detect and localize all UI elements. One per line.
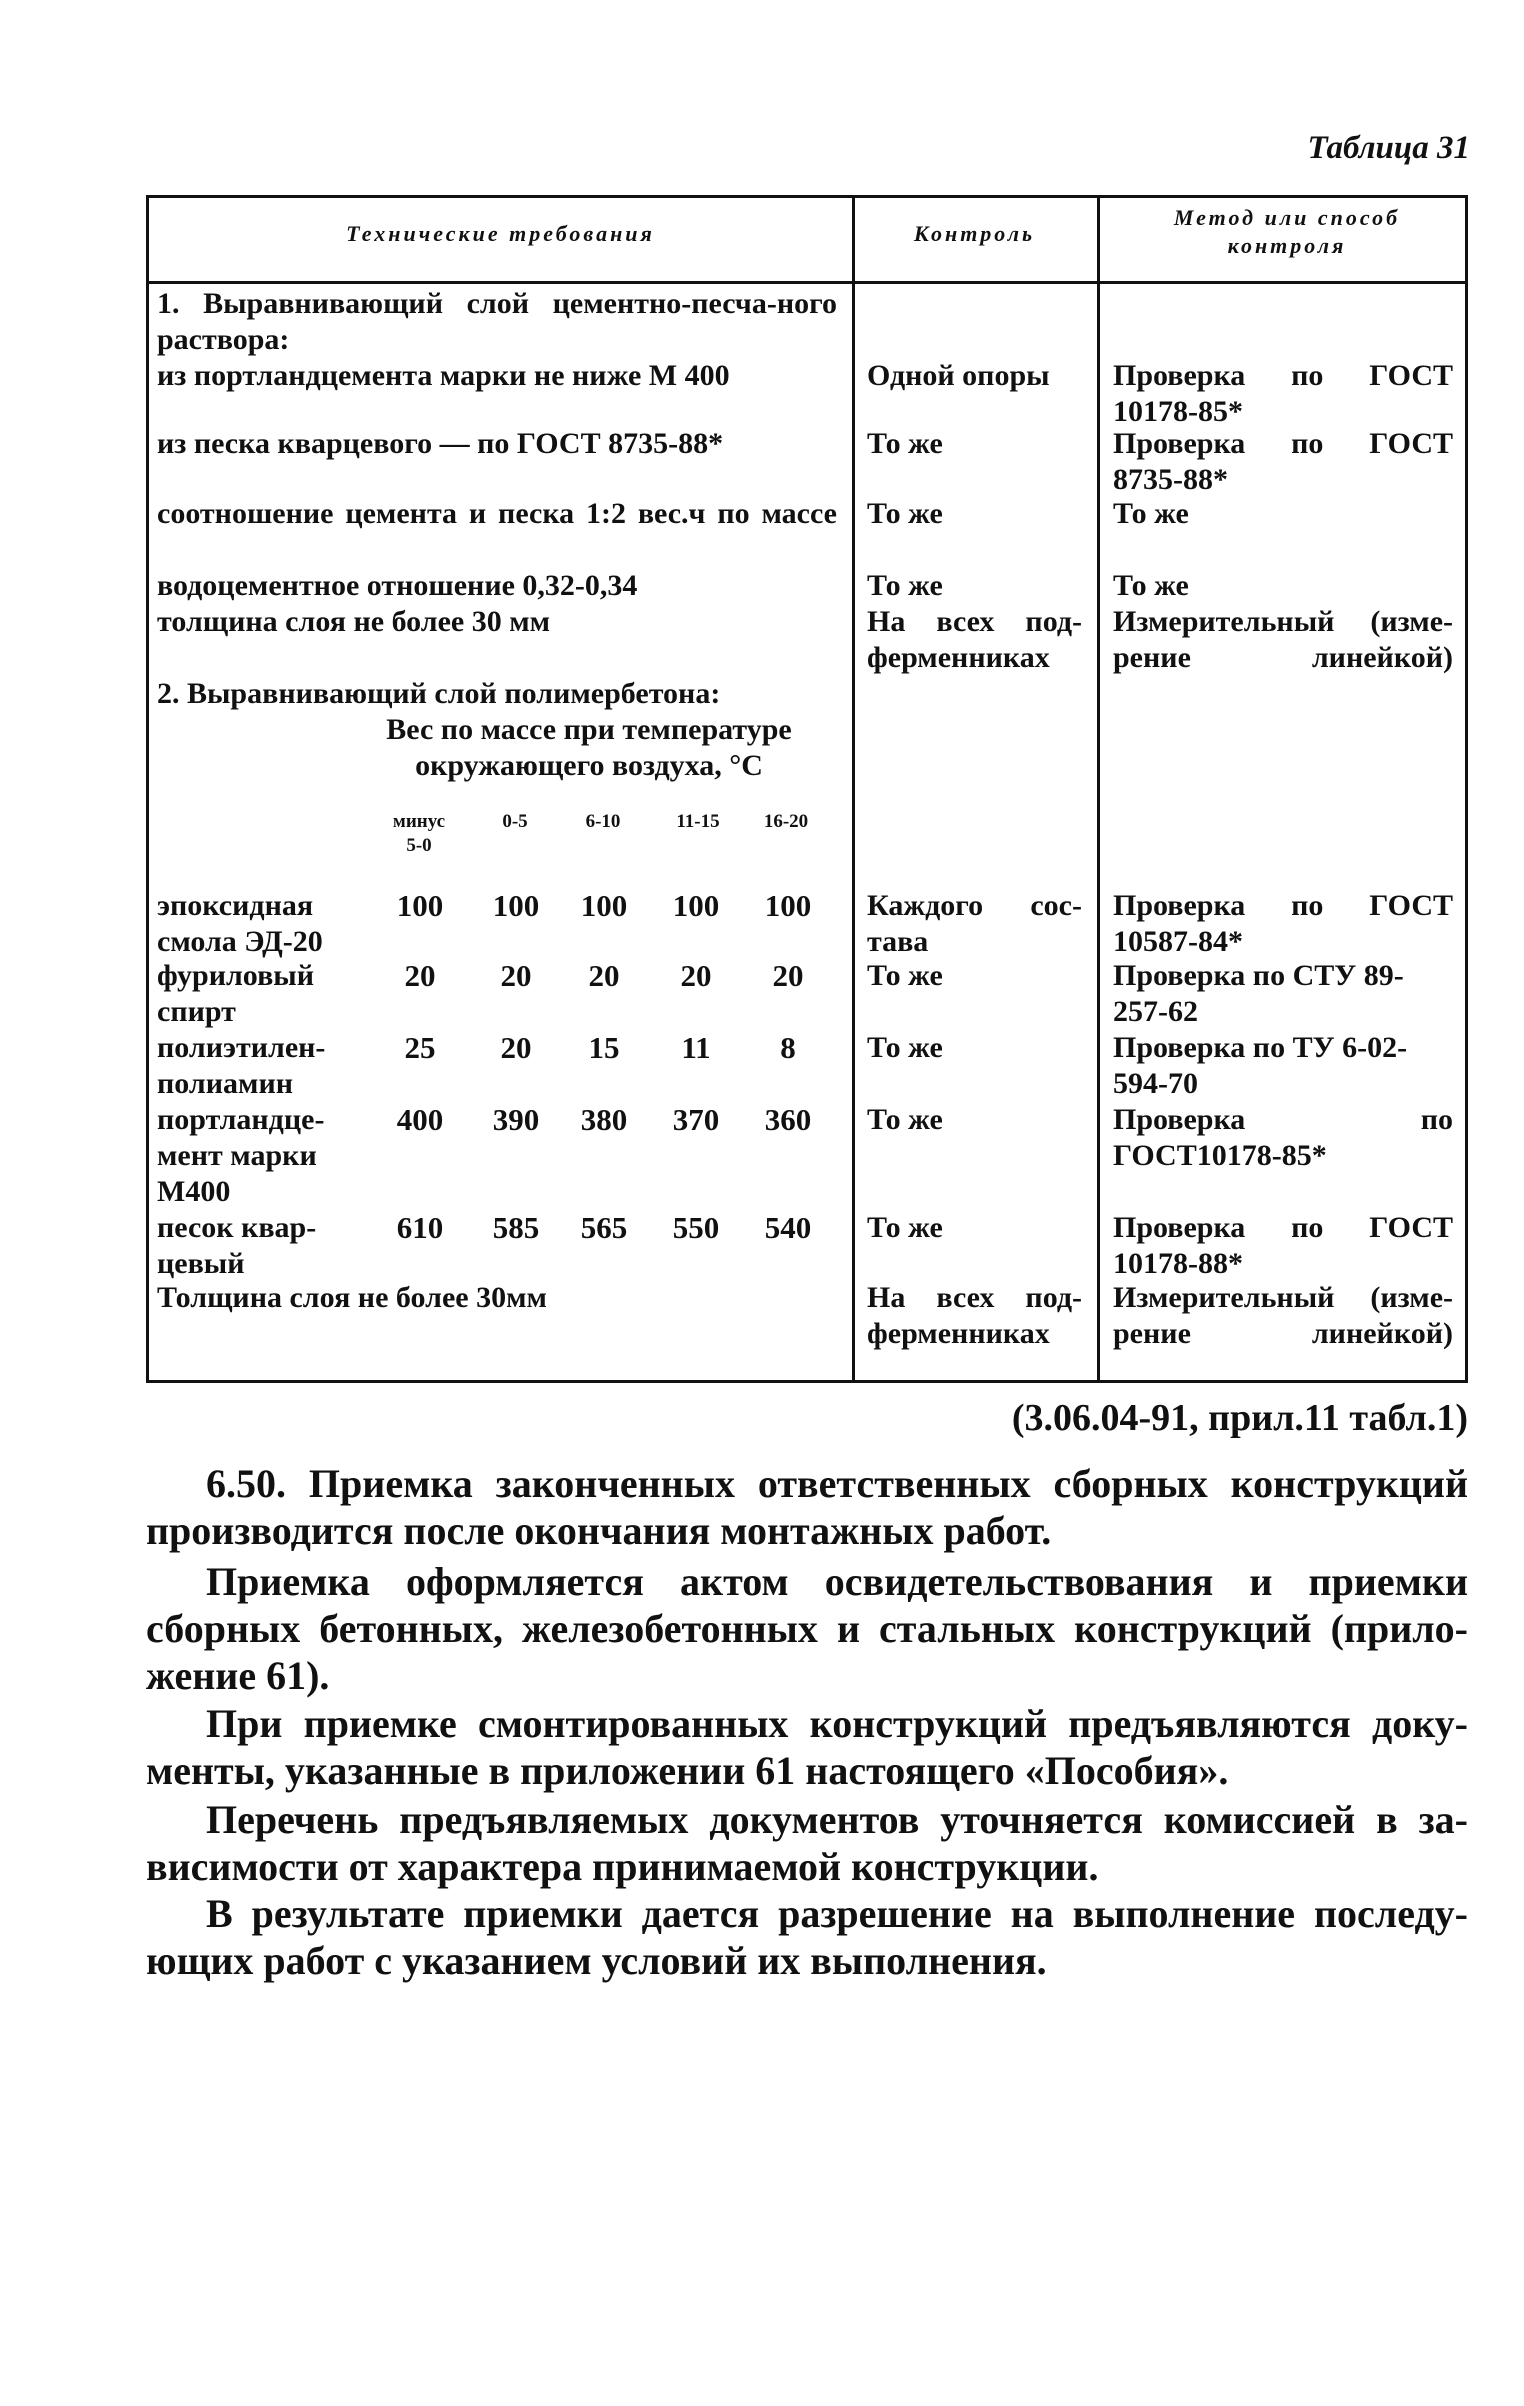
control-cell: То же: [867, 959, 943, 992]
control-cell: На всех под-ферменниках: [867, 605, 1082, 674]
material-name: полиэтилен-полиамин: [157, 1031, 326, 1100]
value-cell: 20: [500, 958, 532, 993]
value-cell: 100: [396, 888, 444, 923]
paragraph: Приемка оформляется актом освидетельствования и приемки сборных бетонных, железобетонных и стальных конструкций (прило-жение 61).: [146, 1559, 1468, 1698]
value-cell: 390: [492, 1102, 540, 1137]
section2-title: 2. Выравнивающий слой полимербетона:: [157, 677, 721, 710]
control-cell: То же: [867, 569, 943, 602]
paragraph: В результате приемки дается разрешение на выполнение последу-ющих работ с указанием условий их выполнения.: [146, 1891, 1468, 1983]
value-cell: 585: [492, 1210, 540, 1245]
method-cell: Проверка по ГОСТ 10178-88*: [1113, 1211, 1453, 1280]
value-cell: 100: [580, 888, 628, 923]
value-cell: 610: [396, 1210, 444, 1245]
control-cell: То же: [867, 1103, 943, 1136]
paragraph: 6.50. Приемка законченных ответственных сборных конструкций производится после окончания монтажных работ.: [146, 1461, 1468, 1553]
header-control: Контроль: [913, 221, 1036, 246]
method-cell: Проверка по ТУ 6-02-594-70: [1113, 1031, 1408, 1100]
material-name: портландце-мент марки М400: [157, 1103, 325, 1208]
control-cell: Одной опоры: [867, 359, 1050, 392]
method-cell: Проверка по ГОСТ 10178-85*: [1113, 359, 1453, 428]
value-cell: 100: [672, 888, 720, 923]
req-cell: из песка кварцевого — по ГОСТ 8735-88*: [157, 427, 724, 460]
value-cell: 370: [672, 1102, 720, 1137]
requirements-table: [146, 195, 1468, 1383]
value-cell: 15: [588, 1030, 620, 1065]
column-divider: [1097, 198, 1100, 1380]
header-divider: [149, 281, 1465, 284]
value-cell: 20: [772, 958, 804, 993]
header-method: Метод или способ контроля: [1173, 205, 1401, 258]
control-cell: Каждого сос-тава: [867, 889, 1082, 958]
column-divider: [852, 198, 855, 1380]
section1-title: 1. Выравнивающий слой цементно-песча-ного раствора:: [157, 287, 837, 356]
value-cell: 8: [780, 1030, 796, 1065]
material-name: песок квар-цевый: [157, 1211, 317, 1280]
control-cell: То же: [867, 1211, 943, 1244]
method-cell: Проверка по ГОСТ 8735-88*: [1113, 427, 1453, 496]
method-cell: Проверка по ГОСТ 10587-84*: [1113, 889, 1453, 958]
method-cell: Измерительный (изме-рение линейкой): [1113, 605, 1453, 674]
table-reference: (3.06.04-91, прил.11 табл.1): [1011, 1397, 1468, 1439]
value-cell: 20: [500, 1030, 532, 1065]
temp-header: 11-15: [676, 811, 720, 832]
method-cell: Измерительный (изме-рение линейкой): [1113, 1281, 1453, 1350]
req-cell: соотношение цемента и песка 1:2 вес.ч по массе: [157, 497, 837, 530]
table-caption: Таблица 31: [1307, 130, 1470, 166]
value-cell: 540: [764, 1210, 812, 1245]
req-cell: толщина слоя не более 30 мм: [157, 605, 551, 638]
control-cell: То же: [867, 497, 943, 530]
req-cell: водоцементное отношение 0,32-0,34: [157, 569, 638, 602]
value-cell: 400: [396, 1102, 444, 1137]
value-cell: 20: [680, 958, 712, 993]
paragraph: При приемке смонтированных конструкций предъявляются доку-менты, указанные в приложении 61 настоящего «Пособия».: [146, 1701, 1468, 1793]
header-requirements: Технические требования: [346, 221, 655, 246]
method-cell: То же: [1113, 497, 1189, 530]
method-cell: Проверка по СТУ 89-257-62: [1113, 959, 1404, 1028]
value-cell: 360: [764, 1102, 812, 1137]
temp-header: 0-5: [502, 811, 528, 832]
value-cell: 100: [492, 888, 540, 923]
temp-header: 6-10: [585, 811, 621, 832]
control-cell: На всех под-ферменниках: [867, 1281, 1082, 1350]
material-name: эпоксидная смола ЭД-20: [157, 889, 323, 958]
paragraph: Перечень предъявляемых документов уточняется комиссией в за-висимости от характера принимаемой конструкции.: [146, 1797, 1468, 1889]
temp-header: 16-20: [763, 811, 809, 832]
method-cell: Проверка по ГОСТ10178-85*: [1113, 1103, 1453, 1172]
value-cell: 25: [404, 1030, 436, 1065]
value-cell: 20: [588, 958, 620, 993]
value-cell: 565: [580, 1210, 628, 1245]
value-cell: 550: [672, 1210, 720, 1245]
value-cell: 100: [764, 888, 812, 923]
req-cell: из портландцемента марки не ниже М 400: [157, 359, 730, 392]
value-cell: 20: [404, 958, 436, 993]
section2-subtitle: Вес по массе при температуре окружающего воздуха, °С: [386, 713, 792, 782]
value-cell: 11: [681, 1030, 711, 1065]
method-cell: То же: [1113, 569, 1189, 602]
temp-header: минус 5-0: [392, 811, 446, 856]
req-cell: Толщина слоя не более 30мм: [157, 1281, 547, 1314]
control-cell: То же: [867, 1031, 943, 1064]
value-cell: 380: [580, 1102, 628, 1137]
control-cell: То же: [867, 427, 943, 460]
material-name: фуриловый спирт: [157, 959, 314, 1028]
